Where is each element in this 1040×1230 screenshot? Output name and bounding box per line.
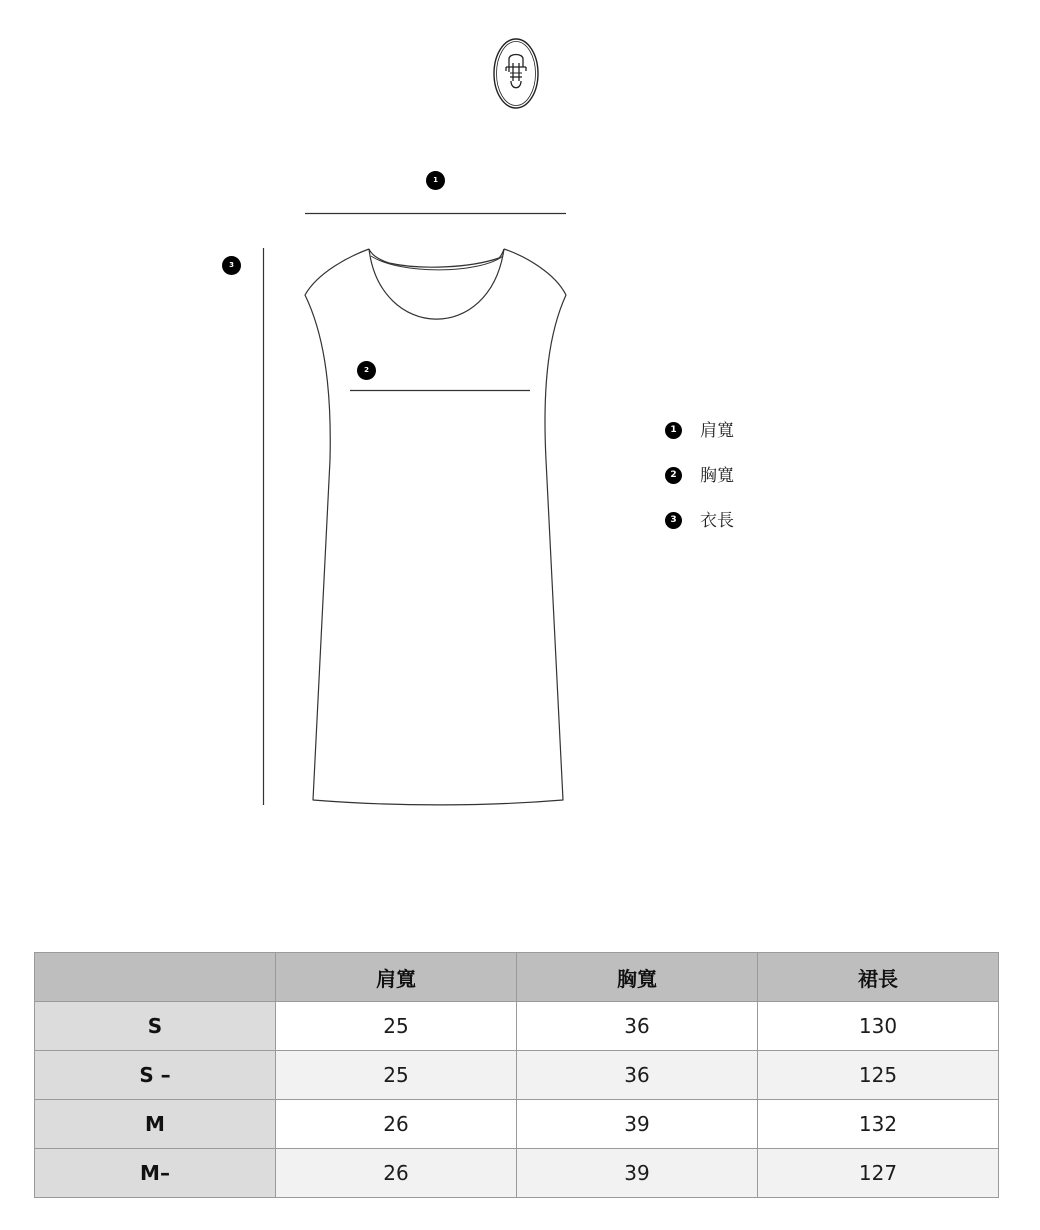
header-cell-length: 裙長: [758, 953, 999, 1002]
table-header-row: [35, 953, 999, 1002]
table-row: [35, 1051, 999, 1100]
size-label: S –: [35, 1051, 276, 1100]
header-cell-shoulder: 肩寬: [276, 953, 517, 1002]
shoulder-marker: 1: [426, 171, 445, 190]
legend-item-chest: [665, 465, 825, 487]
header-cell-size: [35, 953, 276, 1002]
dress-outline: [305, 249, 566, 805]
size-chart-table: [34, 952, 999, 1198]
legend-number: 3: [665, 512, 682, 529]
size-label: M: [35, 1100, 276, 1149]
table-row: [35, 1002, 999, 1051]
legend-label: 胸寬: [700, 466, 734, 486]
table-cell: 36: [517, 1002, 758, 1051]
table-cell: 26: [276, 1149, 517, 1198]
legend-label: 肩寬: [700, 421, 734, 441]
table-row: [35, 1100, 999, 1149]
legend-label: 衣長: [700, 511, 734, 531]
table-cell: 130: [758, 1002, 999, 1051]
table-cell: 39: [517, 1149, 758, 1198]
table-row: [35, 1149, 999, 1198]
table-cell: 25: [276, 1002, 517, 1051]
size-label: M–: [35, 1149, 276, 1198]
table-cell: 39: [517, 1100, 758, 1149]
table-cell: 125: [758, 1051, 999, 1100]
table-cell: 36: [517, 1051, 758, 1100]
chest-marker: 2: [357, 361, 376, 380]
table-cell: 127: [758, 1149, 999, 1198]
table-cell: 25: [276, 1051, 517, 1100]
header-cell-chest: 胸寬: [517, 953, 758, 1002]
size-label: S: [35, 1002, 276, 1051]
table-cell: 132: [758, 1100, 999, 1149]
neckline-inner: [369, 249, 504, 319]
length-marker: 3: [222, 256, 241, 275]
legend-item-length: [665, 510, 825, 532]
legend-number: 1: [665, 422, 682, 439]
table-cell: 26: [276, 1100, 517, 1149]
legend-item-shoulder: [665, 420, 825, 442]
legend-number: 2: [665, 467, 682, 484]
